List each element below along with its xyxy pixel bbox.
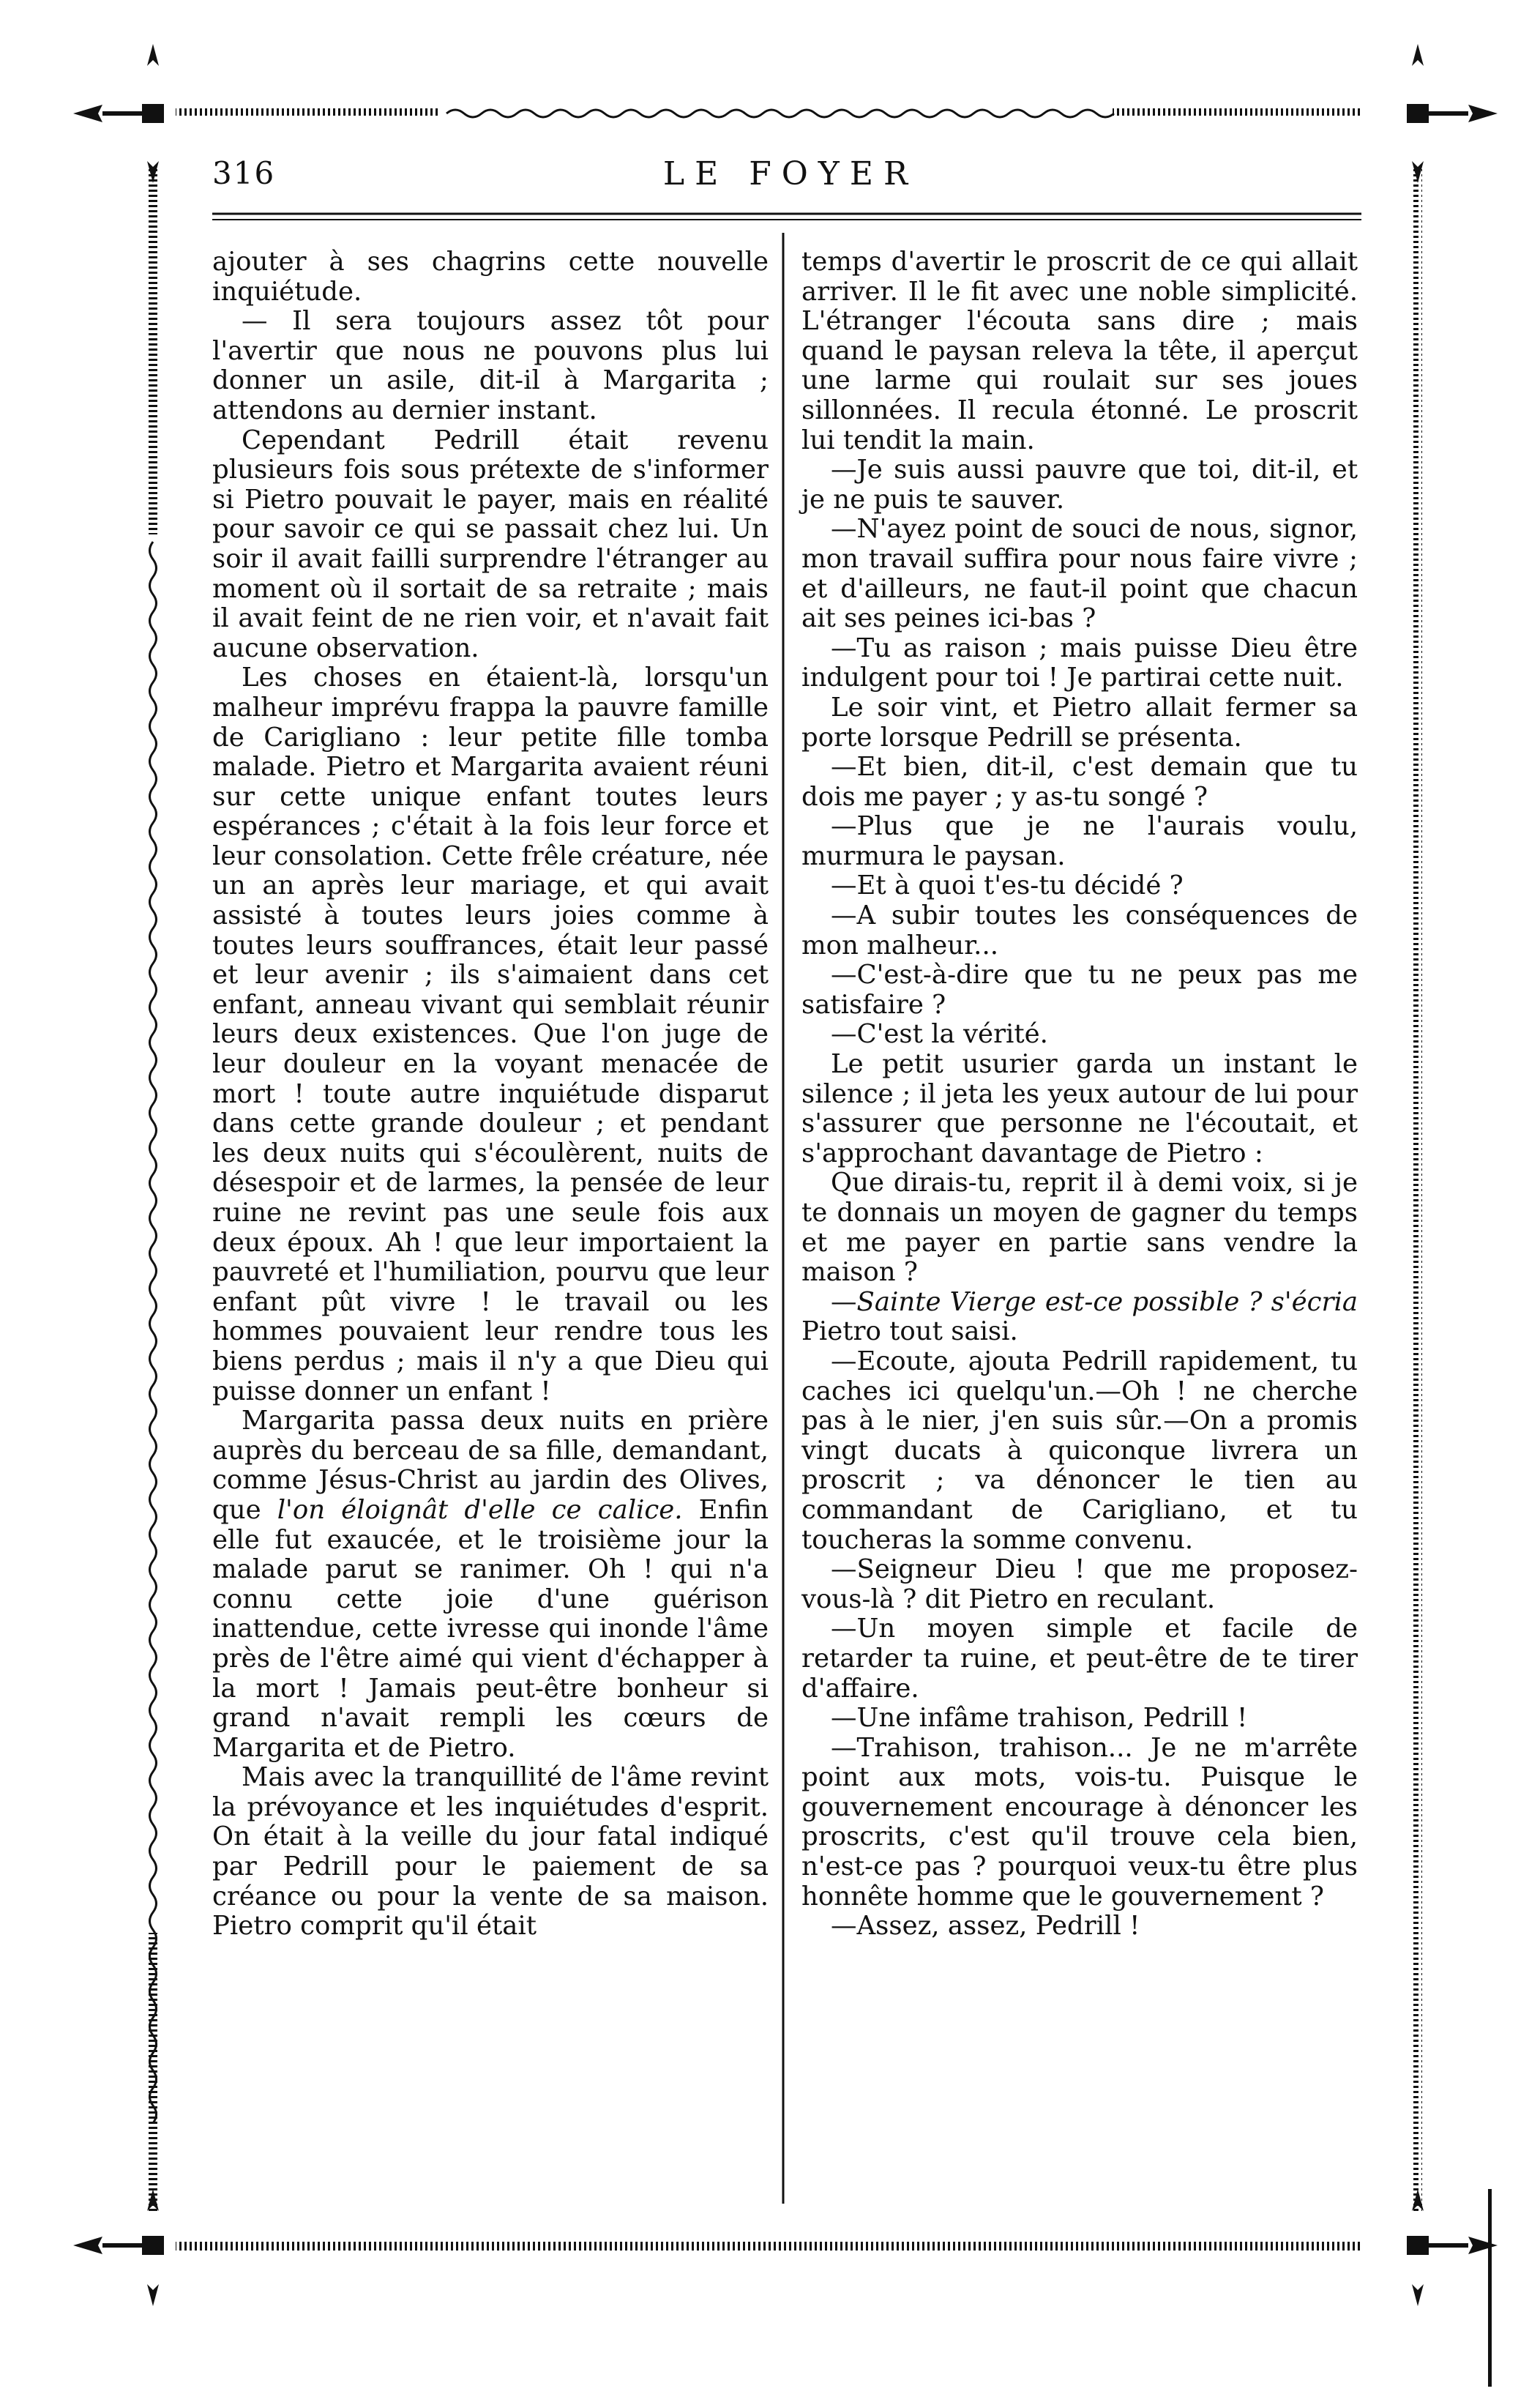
paragraph: Cependant Pedrill était revenu plusieurs fois sous prétexte de s'informer si Pietro pouvait le payer, mais en réalité pour savoir ce qui se passait chez lui. Un soir il avait failli surprendre l'étranger au moment où il sortait de sa retraite ; mais il avait feint de ne rien voir, et n'avait fait aucune observation.	[212, 425, 769, 663]
paragraph: —Et à quoi t'es-tu décidé ?	[831, 870, 1184, 901]
paragraph: Le petit usurier garda un instant le silence ; il jeta les yeux autour de lui pour s'assurer que personne ne l'écoutait, et s'approchant davantage de Pietro :	[801, 1049, 1358, 1168]
paragraph: Que dirais-tu, reprit il à demi voix, si je te donnais un moyen de gagner du temps et me payer en partie sans vendre la maison ?	[801, 1168, 1358, 1288]
paragraph: Les choses en étaient-là, lorsqu'un malheur imprévu frappa la pauvre famille de Carigliano : leur petite fille tomba malade. Pietro et Margarita avaient réuni sur cette unique enfant toutes leurs espérances ; c'était à la fois leur force et leur consolation. Cette frêle créature, née un an après leur mariage, et qui avait assisté à toutes leurs joies comme à toutes leurs souffrances, était leur passé et leur avenir ; ils s'aimaient dans cet enfant, anneau vivant qui semblait réunir leurs deux existences. Que l'on juge de leur douleur en la voyant menacée de mort ! toute autre inquiétude disparut dans cette grande douleur ; et pendant les deux nuits qui s'écoulèrent, nuits de désespoir et de larmes, la pensée de leur ruine ne revint pas une seule fois aux deux époux. Ah ! que leur importaient la pauvreté et l'humiliation, pourvu que leur enfant pût vivre ! le travail ou les hommes pouvaient leur rendre tous les biens perdus ; mais il n'y a que Dieu qui puisse donner un enfant !	[212, 663, 769, 1406]
left-column	[212, 247, 769, 1942]
paragraph: —C'est-à-dire que tu ne peux pas me satisfaire ?	[801, 960, 1358, 1020]
bottom-border-rule	[176, 2240, 1361, 2251]
paragraph: ajouter à ses chagrins cette nouvelle inquiétude.	[212, 247, 769, 307]
paragraph: —Une infâme trahison, Pedrill !	[831, 1703, 1248, 1734]
paragraph: —Et bien, dit-il, c'est demain que tu dois me payer ; y as-tu songé ?	[801, 752, 1358, 812]
paragraph: —Plus que je ne l'aurais voulu, murmura le paysan.	[801, 811, 1358, 871]
paragraph: —C'est la vérité.	[831, 1019, 1048, 1050]
paragraph: —Tu as raison ; mais puisse Dieu être indulgent pour toi ! Je partirai cette nuit.	[801, 633, 1358, 693]
right-column	[801, 247, 1358, 1942]
page-number: 316	[212, 155, 276, 191]
margin-rule	[1488, 2189, 1492, 2387]
right-border-rule	[1413, 168, 1422, 2211]
paragraph: —Un moyen simple et facile de retarder ta ruine, et peut-être de te tirer d'affaire.	[801, 1614, 1358, 1704]
paragraph: Mais avec la tranquillité de l'âme revint la prévoyance et les inquiétudes d'esprit. On était à la veille du jour fatal indiqué par Pedrill pour le paiement de sa créance ou pour la vente de sa maison. Pietro comprit qu'il était	[212, 1762, 769, 1942]
italic-phrase: Sainte Vierge est-ce possible ? s'écria	[856, 1286, 1358, 1317]
paragraph: —Sainte Vierge est-ce possible ? s'écria Pietro tout saisi.	[801, 1286, 1358, 1347]
header-rule	[212, 214, 1361, 220]
paragraph: —Ecoute, ajouta Pedrill rapidement, tu caches ici quelqu'un.—Oh ! ne cherche pas à le nier, j'en suis sûr.—On a promis vingt ducats à quiconque livrera un proscrit ; va dénoncer le tien au commandant de Carigliano, et tu toucheras la somme convenu.	[801, 1346, 1358, 1555]
paragraph: —Seigneur Dieu ! que me proposez-vous-là ? dit Pietro en reculant.	[801, 1554, 1358, 1614]
left-border-rule	[149, 168, 157, 2211]
paragraph: —Assez, assez, Pedrill !	[831, 1911, 1140, 1942]
paragraph: —N'ayez point de souci de nous, signor, mon travail suffira pour nous faire vivre ; et d'ailleurs, ne faut-il point que chacun ait ses peines ici-bas ?	[801, 514, 1358, 634]
paragraph: —Trahison, trahison... Je ne m'arrête point aux mots, vois-tu. Puisque le gouvernement encourage à dénoncer les proscrits, c'est qu'il trouve cela bien, n'est-ce pas ? pourquoi veux-tu être plus honnête homme que le gouvernement ?	[801, 1732, 1358, 1912]
paragraph: Margarita passa deux nuits en prière auprès du berceau de sa fille, demandant, comme Jésus-Christ au jardin des Olives, que l'on éloignât d'elle ce calice. Enfin elle fut exaucée, et le troisième jour la malade parut se ranimer. Oh ! qui n'a connu cette joie d'une guérison inattendue, cette ivresse qui inonde l'âme près de l'être aimé qui vient d'échapper à la mort ! Jamais peut-être bonheur si grand n'avait rempli les cœurs de Margarita et de Pietro.	[212, 1406, 769, 1763]
journal-title: LE FOYER	[662, 155, 919, 193]
paragraph: — Il sera toujours assez tôt pour l'avertir que nous ne pouvons plus lui donner un asile, dit-il à Margarita ; attendons au dernier instant.	[212, 306, 769, 425]
top-border-rule	[176, 108, 1361, 119]
paragraph: Le soir vint, et Pietro allait fermer sa porte lorsque Pedrill se présenta.	[801, 692, 1358, 753]
paragraph: temps d'avertir le proscrit de ce qui allait arriver. Il le fit avec une noble simplicité. L'étranger l'écouta sans dire ; mais quand le paysan releva la tête, il aperçut une larme qui roulait sur ses joues sillonnées. Il recula étonné. Le proscrit lui tendit la main.	[801, 247, 1358, 455]
paragraph: —Je suis aussi pauvre que toi, dit-il, et je ne puis te sauver.	[801, 455, 1358, 515]
paragraph: —A subir toutes les conséquences de mon malheur...	[801, 900, 1358, 961]
italic-phrase: l'on éloignât d'elle ce calice.	[277, 1494, 683, 1525]
running-head	[212, 155, 1369, 199]
